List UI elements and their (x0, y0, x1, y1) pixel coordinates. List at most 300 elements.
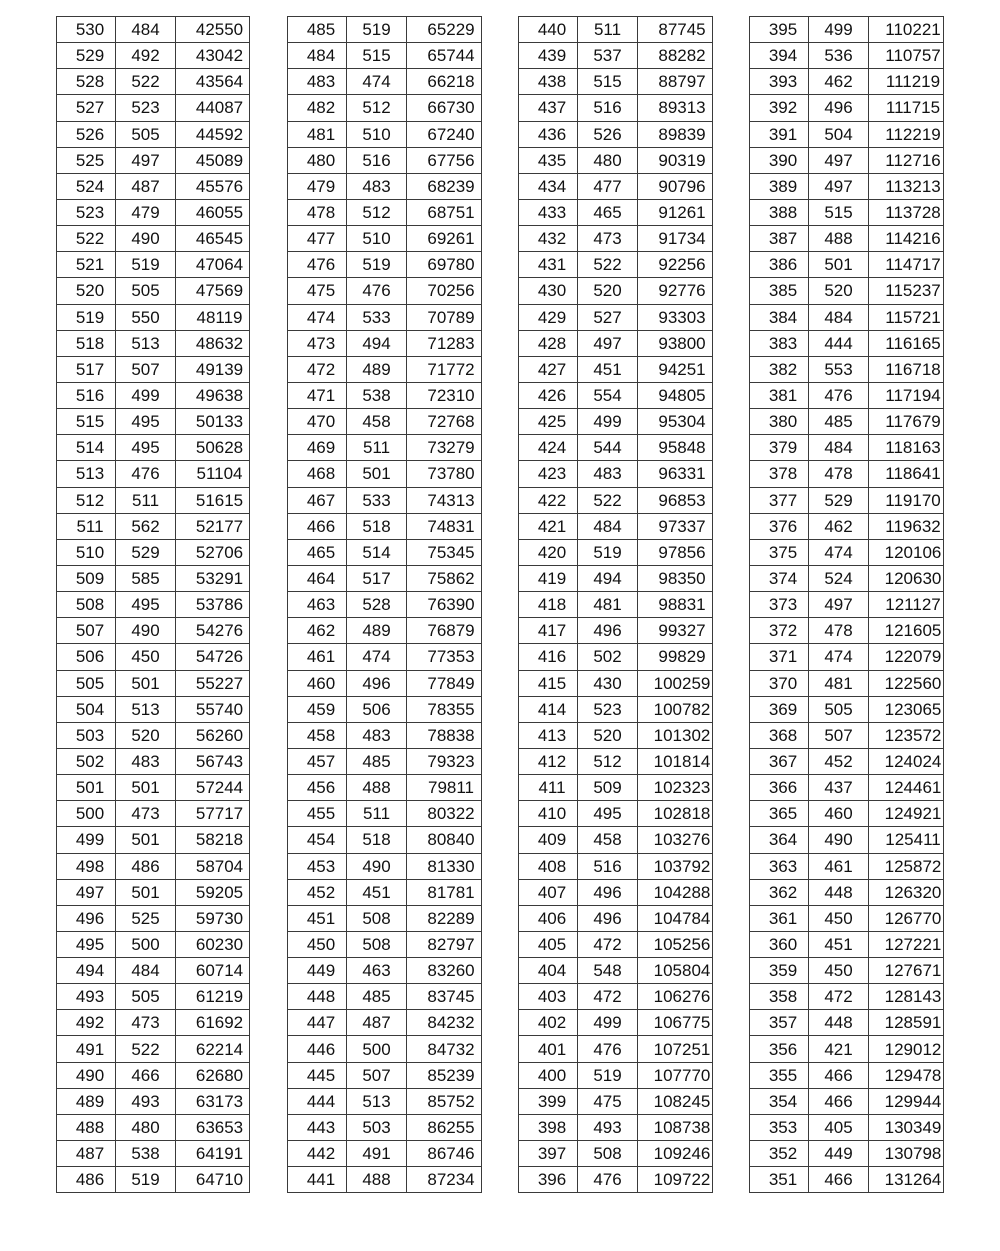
score-cell: 469 (288, 435, 347, 461)
score-cell: 467 (288, 487, 347, 513)
count-cell: 474 (809, 644, 869, 670)
count-cell: 487 (347, 1010, 407, 1036)
count-cell: 516 (347, 147, 407, 173)
cumulative-cell: 59730 (176, 905, 250, 931)
table-row (288, 827, 482, 853)
cumulative-cell: 65229 (407, 17, 482, 43)
score-cell: 496 (57, 905, 116, 931)
score-cell: 445 (288, 1062, 347, 1088)
table-row (57, 513, 250, 539)
score-cell: 468 (288, 461, 347, 487)
cumulative-cell: 92776 (638, 278, 713, 304)
score-cell: 505 (57, 670, 116, 696)
score-cell: 524 (57, 173, 116, 199)
score-cell: 521 (57, 252, 116, 278)
score-cell: 479 (288, 173, 347, 199)
table-row (288, 1141, 482, 1167)
score-cell: 463 (288, 592, 347, 618)
score-cell: 412 (519, 748, 578, 774)
cumulative-cell: 60714 (176, 958, 250, 984)
cumulative-cell: 101814 (638, 748, 713, 774)
score-cell: 397 (519, 1141, 578, 1167)
table-row (750, 1088, 944, 1114)
cumulative-cell: 76879 (407, 618, 482, 644)
table-row (288, 409, 482, 435)
table-row (288, 278, 482, 304)
table-row (519, 69, 713, 95)
table-row (288, 905, 482, 931)
count-cell: 480 (116, 1114, 176, 1140)
cumulative-cell: 102323 (638, 775, 713, 801)
count-cell: 550 (116, 304, 176, 330)
count-cell: 479 (116, 199, 176, 225)
count-cell: 490 (347, 853, 407, 879)
count-cell: 497 (809, 173, 869, 199)
score-cell: 517 (57, 356, 116, 382)
cumulative-cell: 118163 (869, 435, 944, 461)
score-cell: 355 (750, 1062, 809, 1088)
table-row (288, 931, 482, 957)
cumulative-cell: 112716 (869, 147, 944, 173)
cumulative-cell: 88797 (638, 69, 713, 95)
count-cell: 483 (347, 173, 407, 199)
cumulative-cell: 106775 (638, 1010, 713, 1036)
cumulative-cell: 87234 (407, 1167, 482, 1193)
cumulative-cell: 128591 (869, 1010, 944, 1036)
count-cell: 517 (347, 565, 407, 591)
cumulative-cell: 44087 (176, 95, 250, 121)
table-row (288, 775, 482, 801)
table-row (750, 958, 944, 984)
cumulative-cell: 45089 (176, 147, 250, 173)
table-row (57, 618, 250, 644)
table-row (57, 984, 250, 1010)
table-row (519, 1114, 713, 1140)
count-cell: 518 (347, 827, 407, 853)
table-row (288, 226, 482, 252)
cumulative-cell: 55227 (176, 670, 250, 696)
count-cell: 496 (578, 879, 638, 905)
cumulative-cell: 72310 (407, 382, 482, 408)
score-table-3 (518, 16, 713, 1193)
score-cell: 484 (288, 43, 347, 69)
count-cell: 472 (578, 931, 638, 957)
count-cell: 449 (809, 1141, 869, 1167)
table-row (57, 827, 250, 853)
count-cell: 473 (116, 1010, 176, 1036)
cumulative-cell: 53786 (176, 592, 250, 618)
table-row (750, 252, 944, 278)
cumulative-cell: 91734 (638, 226, 713, 252)
score-cell: 501 (57, 775, 116, 801)
score-cell: 424 (519, 435, 578, 461)
score-cell: 357 (750, 1010, 809, 1036)
count-cell: 505 (116, 121, 176, 147)
table-row (750, 487, 944, 513)
count-cell: 538 (116, 1141, 176, 1167)
table-row (519, 618, 713, 644)
score-cell: 455 (288, 801, 347, 827)
count-cell: 448 (809, 879, 869, 905)
score-cell: 409 (519, 827, 578, 853)
cumulative-cell: 70256 (407, 278, 482, 304)
count-cell: 477 (578, 173, 638, 199)
cumulative-cell: 109722 (638, 1167, 713, 1193)
score-cell: 510 (57, 539, 116, 565)
count-cell: 452 (809, 748, 869, 774)
score-cell: 493 (57, 984, 116, 1010)
score-cell: 511 (57, 513, 116, 539)
table-row (57, 147, 250, 173)
score-cell: 360 (750, 931, 809, 957)
table-row (57, 670, 250, 696)
cumulative-cell: 130349 (869, 1114, 944, 1140)
score-cell: 402 (519, 1010, 578, 1036)
cumulative-cell: 129012 (869, 1036, 944, 1062)
count-cell: 474 (347, 69, 407, 95)
cumulative-cell: 89839 (638, 121, 713, 147)
count-cell: 514 (347, 539, 407, 565)
table-row (519, 748, 713, 774)
table-row (288, 252, 482, 278)
score-cell: 490 (57, 1062, 116, 1088)
table-row (57, 95, 250, 121)
score-cell: 462 (288, 618, 347, 644)
count-cell: 505 (116, 278, 176, 304)
score-cell: 472 (288, 356, 347, 382)
table-row (288, 121, 482, 147)
count-cell: 478 (809, 461, 869, 487)
cumulative-cell: 103792 (638, 853, 713, 879)
count-cell: 494 (578, 565, 638, 591)
score-cell: 440 (519, 17, 578, 43)
table-row (519, 278, 713, 304)
score-cell: 492 (57, 1010, 116, 1036)
score-cell: 388 (750, 199, 809, 225)
count-cell: 515 (578, 69, 638, 95)
cumulative-cell: 83745 (407, 984, 482, 1010)
count-cell: 493 (116, 1088, 176, 1114)
table-row (57, 409, 250, 435)
count-cell: 451 (347, 879, 407, 905)
count-cell: 519 (578, 1062, 638, 1088)
count-cell: 444 (809, 330, 869, 356)
cumulative-cell: 64191 (176, 1141, 250, 1167)
count-cell: 483 (347, 722, 407, 748)
score-cell: 525 (57, 147, 116, 173)
table-row (288, 1167, 482, 1193)
table-row (750, 435, 944, 461)
count-cell: 519 (578, 539, 638, 565)
score-cell: 497 (57, 879, 116, 905)
cumulative-cell: 125872 (869, 853, 944, 879)
cumulative-cell: 74831 (407, 513, 482, 539)
count-cell: 501 (809, 252, 869, 278)
count-cell: 508 (347, 905, 407, 931)
table-row (288, 356, 482, 382)
score-cell: 486 (57, 1167, 116, 1193)
score-cell: 398 (519, 1114, 578, 1140)
count-cell: 520 (578, 278, 638, 304)
cumulative-cell: 97856 (638, 539, 713, 565)
table-row (288, 592, 482, 618)
score-cell: 507 (57, 618, 116, 644)
score-cell: 390 (750, 147, 809, 173)
cumulative-cell: 107770 (638, 1062, 713, 1088)
count-cell: 553 (809, 356, 869, 382)
table-row (750, 95, 944, 121)
score-cell: 436 (519, 121, 578, 147)
count-cell: 533 (347, 304, 407, 330)
cumulative-cell: 51104 (176, 461, 250, 487)
count-cell: 499 (578, 1010, 638, 1036)
cumulative-cell: 108738 (638, 1114, 713, 1140)
cumulative-cell: 68239 (407, 173, 482, 199)
count-cell: 554 (578, 382, 638, 408)
score-cell: 353 (750, 1114, 809, 1140)
cumulative-cell: 67240 (407, 121, 482, 147)
count-cell: 476 (116, 461, 176, 487)
table-row (750, 461, 944, 487)
count-cell: 461 (809, 853, 869, 879)
table-row (57, 931, 250, 957)
score-cell: 491 (57, 1036, 116, 1062)
count-cell: 519 (347, 252, 407, 278)
score-table-4 (749, 16, 944, 1193)
cumulative-cell: 126320 (869, 879, 944, 905)
score-cell: 361 (750, 905, 809, 931)
table-row (519, 356, 713, 382)
score-cell: 356 (750, 1036, 809, 1062)
score-cell: 421 (519, 513, 578, 539)
table-row (519, 670, 713, 696)
score-cell: 373 (750, 592, 809, 618)
score-cell: 381 (750, 382, 809, 408)
table-row (288, 382, 482, 408)
score-cell: 392 (750, 95, 809, 121)
count-cell: 511 (347, 435, 407, 461)
score-cell: 444 (288, 1088, 347, 1114)
table-row (750, 853, 944, 879)
table-row (57, 461, 250, 487)
count-cell: 520 (116, 722, 176, 748)
table-row (288, 1036, 482, 1062)
score-cell: 383 (750, 330, 809, 356)
table-row (288, 801, 482, 827)
score-cell: 441 (288, 1167, 347, 1193)
count-cell: 511 (116, 487, 176, 513)
table-row (288, 69, 482, 95)
score-cell: 478 (288, 199, 347, 225)
table-row (57, 592, 250, 618)
count-cell: 510 (347, 226, 407, 252)
table-row (288, 199, 482, 225)
count-cell: 501 (116, 879, 176, 905)
cumulative-cell: 62214 (176, 1036, 250, 1062)
cumulative-cell: 110221 (869, 17, 944, 43)
count-cell: 476 (578, 1036, 638, 1062)
table-row (57, 121, 250, 147)
cumulative-cell: 49638 (176, 382, 250, 408)
table-row (750, 1114, 944, 1140)
score-cell: 526 (57, 121, 116, 147)
table-row (519, 879, 713, 905)
count-cell: 437 (809, 775, 869, 801)
count-cell: 489 (347, 618, 407, 644)
table-row (750, 827, 944, 853)
cumulative-cell: 50133 (176, 409, 250, 435)
cumulative-cell: 43042 (176, 43, 250, 69)
score-cell: 363 (750, 853, 809, 879)
table-row (519, 147, 713, 173)
table-row (750, 775, 944, 801)
score-cell: 387 (750, 226, 809, 252)
cumulative-cell: 102818 (638, 801, 713, 827)
count-cell: 529 (116, 539, 176, 565)
score-cell: 367 (750, 748, 809, 774)
count-cell: 476 (347, 278, 407, 304)
cumulative-cell: 61219 (176, 984, 250, 1010)
table-row (288, 435, 482, 461)
cumulative-cell: 56743 (176, 748, 250, 774)
cumulative-cell: 82797 (407, 931, 482, 957)
count-cell: 466 (809, 1062, 869, 1088)
table-row (57, 1088, 250, 1114)
count-cell: 512 (578, 748, 638, 774)
table-row (519, 435, 713, 461)
count-cell: 497 (809, 592, 869, 618)
count-cell: 465 (578, 199, 638, 225)
score-cell: 500 (57, 801, 116, 827)
table-row (519, 853, 713, 879)
score-cell: 439 (519, 43, 578, 69)
score-cell: 405 (519, 931, 578, 957)
count-cell: 515 (347, 43, 407, 69)
score-cell: 519 (57, 304, 116, 330)
table-row (519, 722, 713, 748)
cumulative-cell: 74313 (407, 487, 482, 513)
table-row (288, 670, 482, 696)
table-row (288, 461, 482, 487)
cumulative-cell: 52706 (176, 539, 250, 565)
cumulative-cell: 106276 (638, 984, 713, 1010)
cumulative-cell: 58218 (176, 827, 250, 853)
cumulative-cell: 115237 (869, 278, 944, 304)
cumulative-cell: 69261 (407, 226, 482, 252)
cumulative-cell: 119170 (869, 487, 944, 513)
score-cell: 352 (750, 1141, 809, 1167)
table-row (288, 618, 482, 644)
score-cell: 391 (750, 121, 809, 147)
score-cell: 437 (519, 95, 578, 121)
count-cell: 527 (578, 304, 638, 330)
cumulative-cell: 122079 (869, 644, 944, 670)
table-row (57, 278, 250, 304)
table-row (57, 69, 250, 95)
cumulative-cell: 111715 (869, 95, 944, 121)
table-row (57, 879, 250, 905)
score-cell: 431 (519, 252, 578, 278)
cumulative-cell: 85239 (407, 1062, 482, 1088)
score-cell: 480 (288, 147, 347, 173)
cumulative-cell: 89313 (638, 95, 713, 121)
cumulative-cell: 77353 (407, 644, 482, 670)
table-row (57, 1114, 250, 1140)
table-row (57, 199, 250, 225)
cumulative-cell: 105256 (638, 931, 713, 957)
count-cell: 466 (116, 1062, 176, 1088)
cumulative-cell: 77849 (407, 670, 482, 696)
cumulative-cell: 98831 (638, 592, 713, 618)
count-cell: 524 (809, 565, 869, 591)
table-row (57, 226, 250, 252)
table-row (288, 696, 482, 722)
table-row (750, 1036, 944, 1062)
count-cell: 490 (116, 618, 176, 644)
cumulative-cell: 94805 (638, 382, 713, 408)
count-cell: 544 (578, 435, 638, 461)
cumulative-cell: 120630 (869, 565, 944, 591)
score-cell: 494 (57, 958, 116, 984)
score-cell: 461 (288, 644, 347, 670)
count-cell: 474 (809, 539, 869, 565)
count-cell: 421 (809, 1036, 869, 1062)
count-cell: 497 (809, 147, 869, 173)
table-row (288, 147, 482, 173)
count-cell: 490 (116, 226, 176, 252)
score-cell: 425 (519, 409, 578, 435)
cumulative-cell: 93800 (638, 330, 713, 356)
score-cell: 489 (57, 1088, 116, 1114)
table-row (57, 853, 250, 879)
table-row (750, 121, 944, 147)
cumulative-cell: 114216 (869, 226, 944, 252)
cumulative-cell: 54726 (176, 644, 250, 670)
table-row (519, 1141, 713, 1167)
table-row (288, 1114, 482, 1140)
table-row (57, 382, 250, 408)
count-cell: 494 (347, 330, 407, 356)
score-cell: 452 (288, 879, 347, 905)
count-cell: 473 (578, 226, 638, 252)
count-cell: 500 (116, 931, 176, 957)
score-cell: 382 (750, 356, 809, 382)
score-cell: 512 (57, 487, 116, 513)
table-row (750, 382, 944, 408)
cumulative-cell: 96853 (638, 487, 713, 513)
score-cell: 389 (750, 173, 809, 199)
cumulative-cell: 131264 (869, 1167, 944, 1193)
score-cell: 475 (288, 278, 347, 304)
score-cell: 481 (288, 121, 347, 147)
table-row (750, 226, 944, 252)
cumulative-cell: 95304 (638, 409, 713, 435)
count-cell: 508 (578, 1141, 638, 1167)
table-row (57, 565, 250, 591)
count-cell: 483 (578, 461, 638, 487)
score-cell: 520 (57, 278, 116, 304)
table-row (57, 696, 250, 722)
table-row (57, 1036, 250, 1062)
cumulative-cell: 104288 (638, 879, 713, 905)
count-cell: 506 (347, 696, 407, 722)
table-row (750, 801, 944, 827)
count-cell: 486 (116, 853, 176, 879)
score-cell: 465 (288, 539, 347, 565)
table-row (57, 252, 250, 278)
cumulative-cell: 92256 (638, 252, 713, 278)
cumulative-cell: 124921 (869, 801, 944, 827)
